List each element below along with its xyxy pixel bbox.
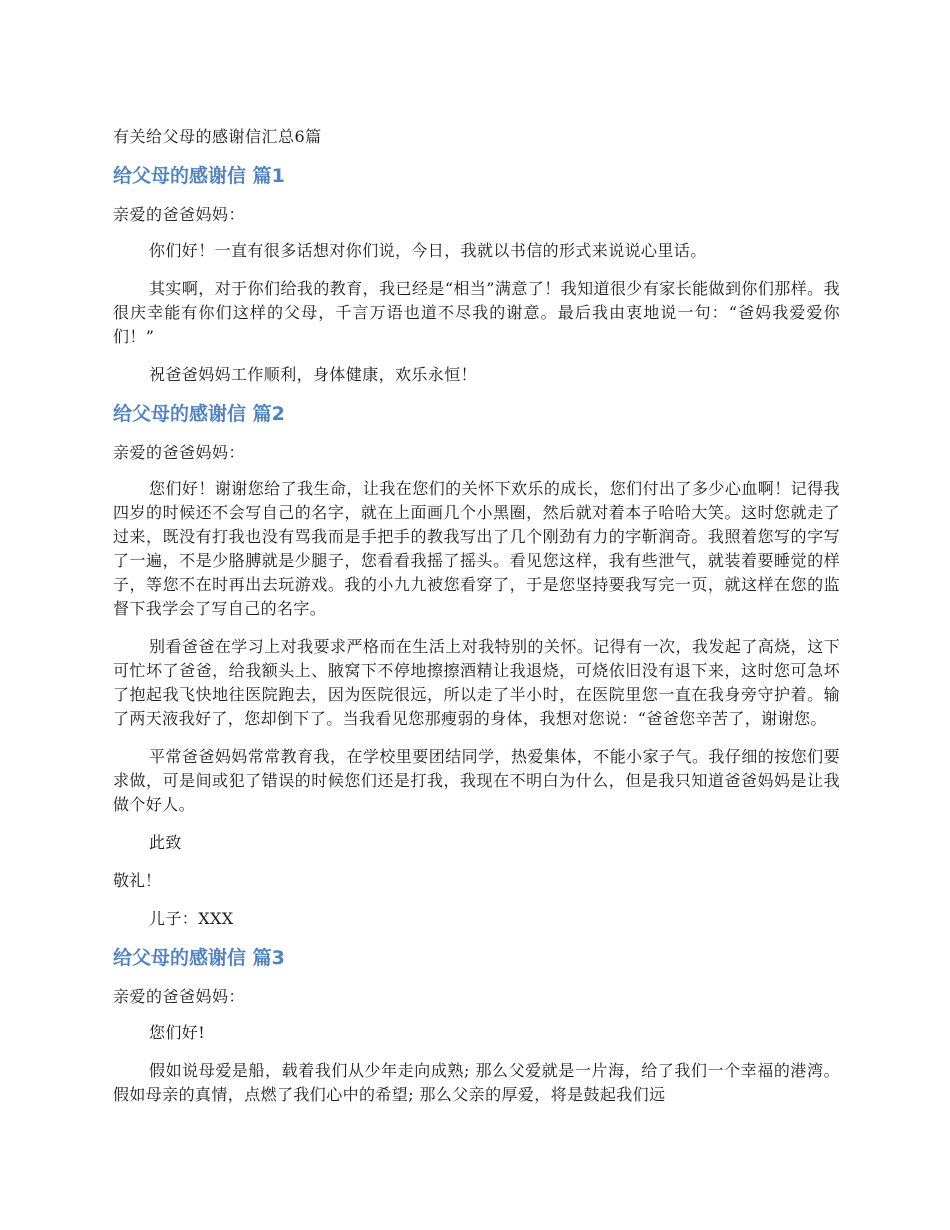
section-heading-2: 给父母的感谢信 篇2 — [113, 403, 285, 425]
paragraph: 别看爸爸在学习上对我要求严格而在生活上对我特别的关怀。记得有一次，我发起了高烧，这下可忙坏了爸爸，给我额头上、腋窝下不停地擦擦酒精让我退烧，可烧依旧没有退下来，这时您可急坏了抱起我飞快地往医院跑去，因为医院很远，所以走了半小时，在医院里您一直在我身旁守护着。输了两天液我好了，您却倒下了。当我看见您那瘦弱的身体，我想对您说：“爸爸您辛苦了，谢谢您。 — [113, 637, 840, 728]
closing-phrase: 此致 — [149, 833, 182, 852]
paragraph: 其实啊，对于你们给我的教育，我已经是“相当”满意了！我知道很少有家长能做到你们那样。我很庆幸能有你们这样的父母，千言万语也道不尽我的谢意。最后我由衷地说一句：“爸妈我爱爱你们！” — [113, 279, 840, 346]
section-heading-3: 给父母的感谢信 篇3 — [113, 947, 285, 969]
section-heading-1: 给父母的感谢信 篇1 — [113, 165, 285, 187]
document-page — [113, 125, 840, 1121]
paragraph: 祝爸爸妈妈工作顺利，身体健康，欢乐永恒！ — [149, 365, 478, 384]
salutation-1: 亲爱的爸爸妈妈： — [113, 205, 246, 224]
paragraph: 假如说母爱是船，载着我们从少年走向成熟; 那么父爱就是一片海，给了我们一个幸福的港湾。 假如母亲的真情，点燃了我们心中的希望; 那么父亲的厚爱，将是鼓起我们远 — [113, 1061, 840, 1104]
paragraph: 你们好！一直有很多话想对你们说，今日，我就以书信的形式来说说心里话。 — [149, 241, 707, 260]
salutation-2: 亲爱的爸爸妈妈： — [113, 443, 246, 462]
paragraph: 您们好！谢谢您给了我生命，让我在您们的关怀下欢乐的成长，您们付出了多少心血啊！记得我四岁的时候还不会写自己的名字，就在上面画几个小黑圈，然后就对着本子哈哈大笑。这时您就走了过来，既没有打我也没有骂我而是手把手的教我写出了几个刚劲有力的字靳润奇。我照着您写的字写了一遍，不是少胳膊就是少腿子，您看看我摇了摇头。看见您这样，我有些泄气，就装着要睡觉的样子，等您不在时再出去玩游戏。我的小九九被您看穿了，于是您坚持要我写完一页，就这样在您的监督下我学会了写自己的名字。 — [113, 479, 840, 618]
paragraph: 您们好! — [149, 1023, 206, 1042]
signature: 儿子：XXX — [149, 909, 234, 928]
salutation-3: 亲爱的爸爸妈妈： — [113, 987, 246, 1006]
document-title: 有关给父母的感谢信汇总6篇 — [113, 127, 322, 146]
paragraph: 平常爸爸妈妈常常教育我，在学校里要团结同学，热爱集体，不能小家子气。我仔细的按您们要求做，可是间或犯了错误的时候您们还是打我，我现在不明白为什么，但是我只知道爸爸妈妈是让我做个好人。 — [113, 747, 840, 814]
closing-salute: 敬礼！ — [113, 871, 162, 890]
